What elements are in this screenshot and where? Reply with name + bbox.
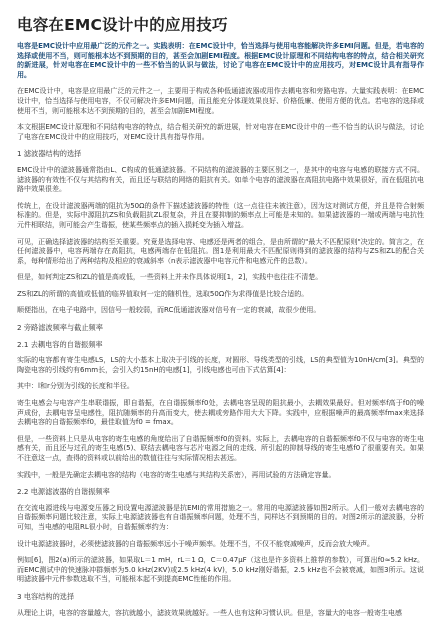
abstract-paragraph: 电容是EMC设计中应用最广泛的元件之一。实践表明：在EMC设计中，恰当选择与使用电容能解决许多EMI问题。但是，若电容的选择或使用不当，则可能根本达不到预期的目的，甚至会加剧EMI程度。根据EMC设计原理和不同结构电容的特点，结合相关研究的新进展，针对电容在EMC设计中的一些不恰当的认识与做法，讨论了电容在EMC设计中的应用技巧，对EMC设计具有指导作用。 xyxy=(17,42,424,79)
section3-paragraph-1: 从理论上讲，电容的容量越大，容抗就越小，滤波效果就越好。一些人也有这种习惯认识。但是，容量大的电容一般寄生电感 xyxy=(17,608,402,617)
section-heading-2: 2 旁路滤波频率与截止频率 xyxy=(17,323,103,333)
section1-paragraph-2: 传统上，在设计滤波器两端的阻抗为50Ω的条件下描述滤波器的特性（这一点往往未被注意），因为这对测试方便，并且是符合射频标准的。但是，实际中源阻抗ZS和负载阻抗ZL很复杂，并且在要抑制的频率点上可能是未知的。如果滤波器的一端或两端与电抗性元件相联结，则可能会产生谐振，使某些频率点的插入损耗变为插入增益。 xyxy=(17,201,424,229)
section2-1-paragraph-1: 实际的电容都有寄生电感LS，LS的大小基本上取决于引线的长度，对圆形、导线类型的引线，LS的典型值为10nH/cm[3]。典型的陶瓷电容的引线约有6mm长，会引入约15nH的电感[1]，引线电感也可由下式估算[4]： xyxy=(17,356,424,374)
subsection-heading-2-1: 2.1 去耦电容的自谐振频率 xyxy=(17,339,103,349)
section-heading-1: 1 滤波器结构的选择 xyxy=(17,149,82,159)
intro-paragraph-1: 在EMC设计中，电容是应用最广泛的元件之一，主要用于构成各种低通滤波器或用作去耦电容和旁路电容。大量实践表明：在EMC设计中，恰当选择与使用电容，不仅可解决许多EMI问题，而且能充分体现效果良好、价格低廉、使用方便的优点。若电容的选择或使用不当，则可能根本达不到预期的目的，甚至会加剧EMI程度。 xyxy=(17,87,424,115)
section1-paragraph-3: 可见，正确选择滤波器的结构至关重要。究竟是选择电容、电感还是两者的组合，是由所谓的"最大不匹配原则"决定的。简言之，在任何滤波器中，电容两端存在高阻抗，电感两端存在低阻抗。图1是利用最大不匹配原则得到的滤波器的结构与ZS和ZL的配合关系，每种情形给出了两种结构及相应的衰减斜率（n表示滤波器中电容元件和电感元件的总数）。 xyxy=(17,237,424,265)
section2-1-paragraph-4: 但是，一些资料上只是从电容的寄生电感的角度给出了自谐振频率f0的资料。实际上，去耦电容的自谐振频率f0不仅与电容的寄生电感有关，而且还与过孔的寄生电感(5)、联结去耦电容与芯片电源之间的走线、所引起的抑制导线的寄生电感f0了很重要有关。如果不注意这一点，查得的资料或以前给出的数值往往与实际情况相去甚远。 xyxy=(17,434,424,462)
section1-paragraph-1: EMC设计中的滤波器通常指由L、C构成的低通滤波器。不同结构的滤波器的主要区别之一，是其中的电容与电感的联接方式不同。滤波器的有效性不仅与其结构有关，而且还与联结的网络的阻抗有关。如单个电容的滤波器在高阻抗电路中效果很好，而在低阻抗电路中效果很差。 xyxy=(17,165,424,194)
section1-paragraph-6: 顺便指出，在电子电路中，因信号一般较弱，而RC低通滤波器对信号有一定的衰减，故很少使用。 xyxy=(17,306,321,315)
section2-1-paragraph-3: 寄生电感会与电容产生串联谐振，即自谐振，在自谐振频率f0处，去耦电容呈现的阻抗最小，去耦效果最好。但对频率f高于f0的噪声成份，去耦电容呈电感性，阻抗随频率的升高而变大，使去耦或旁路作用大大下降。实践中，应根据噪声的最高频率fmax来选择去耦电容的自谐振频率f0，最佳取值为f0 = fmax。 xyxy=(17,399,424,427)
section1-paragraph-5: ZS和ZL的所谓的高值或低值的临界值取何一定的随机性，选取50Ω作为求得值是比较合适的。 xyxy=(17,289,309,298)
section2-1-paragraph-2: 其中：l和r分别为引线的长度和半径。 xyxy=(17,382,134,391)
section2-2-paragraph-1: 在交流电源进线与电源变压器之间设置电源滤波器是抗EMI的常用措施之一。常用的电源滤波器如图2所示。人们一般对去耦电容的自谐振频率问题比较注意，实际上电源滤波器也有自谐振频率问题，处理不当，同样达不到预期的目的。对图2所示的滤波器，分析可知，当电感的电阻RL很小时，自谐振频率约为： xyxy=(17,503,424,531)
section2-2-paragraph-2: 设计电源滤波器时，必须使滤波器的自谐振频率远小于噪声频率。处理不当，不仅不能衰减噪声，反而会放大噪声。 xyxy=(17,539,374,548)
article-title: 电容在EMC设计中的应用技巧 xyxy=(17,16,228,34)
section2-2-paragraph-3: 例如[6]，图2(a)所示的滤波器，如果取L＝1 mH，rL＝1 Ω，C＝0.47μF（这也是许多资料上推荐的参数），可算出f0≈5.2 kHz。而EMC测试中的快速脉冲群频率为5.0 kHz(2KV)或2.5 kHz(4 kV)，5.0 kHz刚好谐振，2.5 kHz也不会被衰减，如图3所示。这说明滤波器中元件参数选取不当，可能根本起不到提高EMC性能的作用。 xyxy=(17,556,424,584)
section2-1-paragraph-5: 实践中，一般是先确定去耦电容的结构（电容的寄生电感与其结构关系密），再用试验的方法确定容量。 xyxy=(17,470,336,479)
section-heading-3: 3 电容结构的选择 xyxy=(17,591,75,601)
section1-paragraph-4: 但是，如何判定ZS和ZL的值是高或低，一些资料上并未作具体说明[1，2]，实践中也往往不清楚。 xyxy=(17,273,323,282)
subsection-heading-2-2: 2.2 电源滤波器的自谐振频率 xyxy=(17,487,110,497)
intro-paragraph-2: 本文根据EMC设计原理和不同结构电容的特点，结合相关研究的新进展，针对电容在EMC设计中的一些不恰当的认识与做法，讨论了电容在EMC设计中的应用技巧，对EMC设计具有指导作用。 xyxy=(17,123,424,141)
